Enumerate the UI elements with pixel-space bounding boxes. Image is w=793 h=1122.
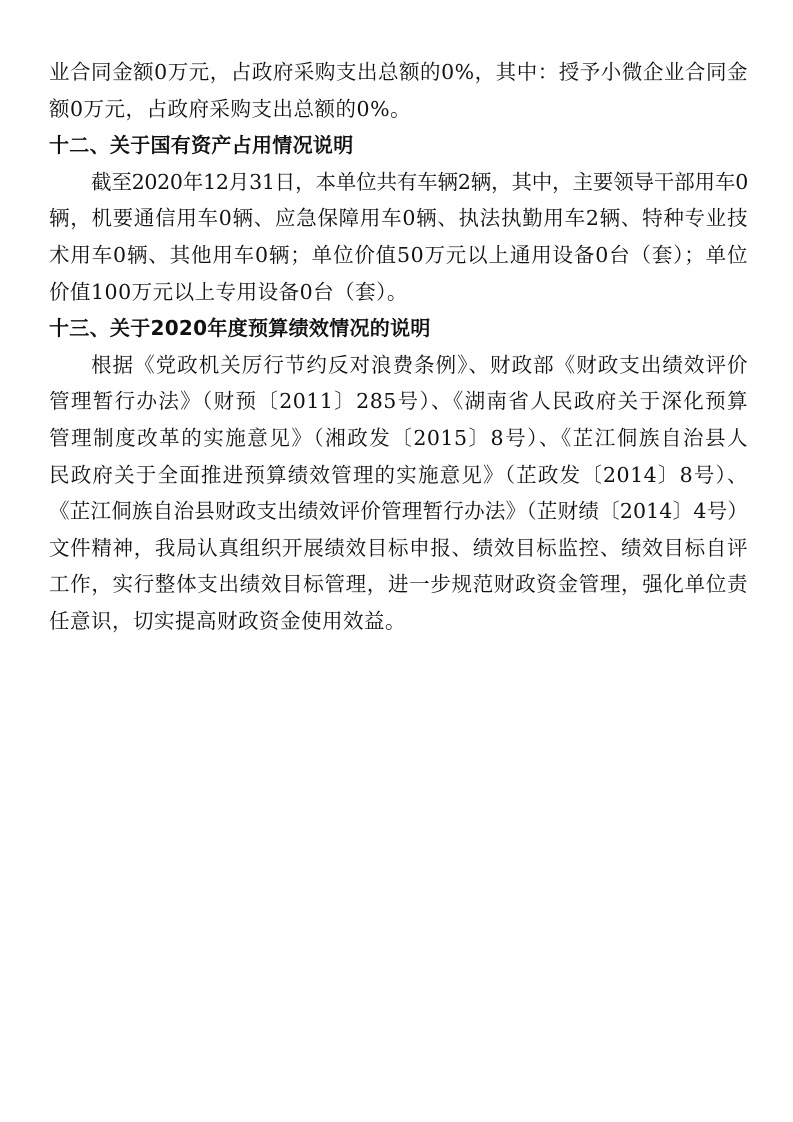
paragraph-line: 业合同金额0万元，占政府采购支出总额的0%，其中：授予小微企业合同金 <box>49 60 748 84</box>
paragraph-line: 文件精神，我局认真组织开展绩效目标申报、绩效目标监控、绩效目标自评 <box>49 535 748 560</box>
document-page <box>49 54 748 640</box>
section-heading-state-assets: 十二、关于国有资产占用情况说明 <box>49 133 354 158</box>
budget-performance-paragraph <box>49 347 748 640</box>
paragraph-line: 根据《党政机关厉行节约反对浪费条例》、财政部《财政支出绩效评价 <box>91 352 748 377</box>
paragraph-line: 术用车0辆、其他用车0辆；单位价值50万元以上通用设备0台（套）；单位 <box>49 242 748 267</box>
state-assets-paragraph <box>49 164 748 310</box>
paragraph-line: 民政府关于全面推进预算绩效管理的实施意见》（芷政发〔2014〕8号）、 <box>49 462 748 487</box>
section-heading-budget-performance: 十三、关于2020年度预算绩效情况的说明 <box>49 316 431 341</box>
paragraph-line: 额0万元，占政府采购支出总额的0%。 <box>49 96 412 121</box>
paragraph-line: 管理暂行办法》（财预〔2011〕285号）、《湖南省人民政府关于深化预算 <box>49 389 748 414</box>
paragraph-line: 管理制度改革的实施意见》（湘政发〔2015〕8号）、《芷江侗族自治县人 <box>49 425 748 450</box>
paragraph-line: 《芷江侗族自治县财政支出绩效评价管理暂行办法》（芷财绩〔2014〕4号） <box>49 499 748 524</box>
intro-paragraph <box>49 54 748 127</box>
paragraph-line: 截至2020年12月31日，本单位共有车辆2辆，其中，主要领导干部用车0 <box>91 169 748 194</box>
paragraph-line: 工作，实行整体支出绩效目标管理，进一步规范财政资金管理，强化单位责 <box>49 572 748 597</box>
paragraph-line: 价值100万元以上专用设备0台（套）。 <box>49 279 408 304</box>
paragraph-line: 辆，机要通信用车0辆、应急保障用车0辆、执法执勤用车2辆、特种专业技 <box>49 206 748 231</box>
paragraph-line: 任意识，切实提高财政资金使用效益。 <box>49 608 406 633</box>
